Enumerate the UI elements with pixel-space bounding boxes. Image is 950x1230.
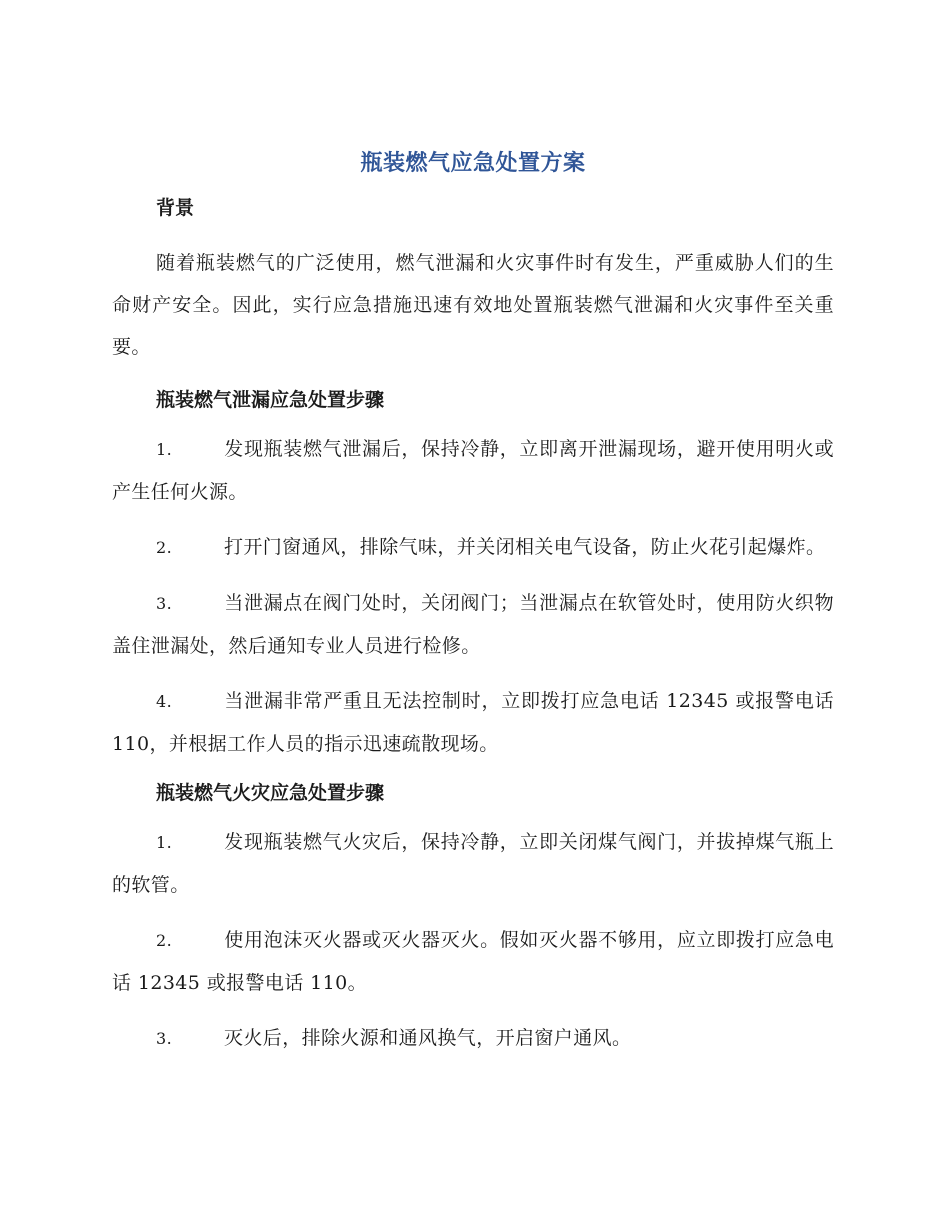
list-item [112, 919, 834, 1004]
step-number: 3. [156, 1029, 173, 1048]
step-number: 2. [156, 931, 173, 950]
step-text: 灭火后，排除火源和通风换气，开启窗户通风。 [224, 1027, 632, 1049]
step-text: 当泄漏非常严重且无法控制时，立即拨打应急电话 12345 或报警电话 110，并根据工作人员的指示迅速疏散现场。 [112, 690, 834, 755]
list-item [112, 1017, 834, 1060]
step-number: 1. [156, 440, 173, 459]
background-paragraph: 随着瓶装燃气的广泛使用，燃气泄漏和火灾事件时有发生，严重威胁人们的生命财产安全。因此，实行应急措施迅速有效地处置瓶装燃气泄漏和火灾事件至关重要。 [112, 252, 834, 358]
step-number: 2. [156, 538, 173, 557]
step-number: 1. [156, 833, 173, 852]
list-item [112, 582, 834, 667]
document-title: 瓶装燃气应急处置方案 [360, 151, 586, 176]
step-text: 打开门窗通风，排除气味，并关闭相关电气设备，防止火花引起爆炸。 [224, 536, 826, 558]
step-number: 4. [156, 692, 173, 711]
section-heading-leak: 瓶装燃气泄漏应急处置步骤 [156, 389, 385, 411]
list-item [112, 428, 834, 513]
list-item [112, 680, 834, 765]
step-text: 当泄漏点在阀门处时，关闭阀门；当泄漏点在软管处时，使用防火织物盖住泄漏处，然后通知专业人员进行检修。 [112, 592, 834, 657]
section-heading-background: 背景 [156, 197, 195, 219]
document-page [112, 148, 834, 1060]
section-heading-fire: 瓶装燃气火灾应急处置步骤 [156, 782, 385, 804]
step-number: 3. [156, 594, 173, 613]
list-item [112, 526, 834, 569]
step-text: 发现瓶装燃气火灾后，保持冷静，立即关闭煤气阀门，并拔掉煤气瓶上的软管。 [112, 831, 834, 896]
list-item [112, 821, 834, 906]
step-text: 使用泡沫灭火器或灭火器灭火。假如灭火器不够用，应立即拨打应急电话 12345 或报警电话 110。 [112, 929, 834, 994]
leak-steps-list [112, 428, 834, 765]
step-text: 发现瓶装燃气泄漏后，保持冷静，立即离开泄漏现场，避开使用明火或产生任何火源。 [112, 438, 834, 503]
fire-steps-list [112, 821, 834, 1060]
